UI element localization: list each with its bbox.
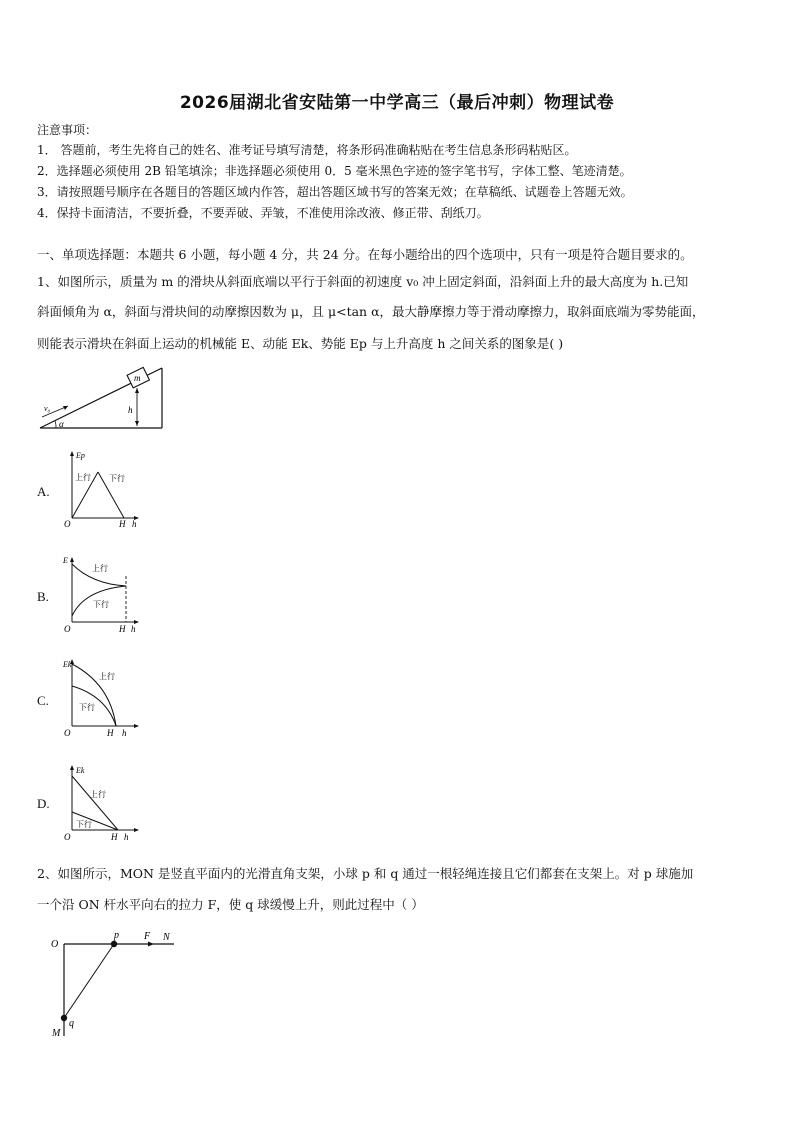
up-label: 上行: [99, 672, 115, 681]
option-c-graph[interactable]: [62, 656, 142, 740]
section-heading: 一、单项选择题：本题共 6 小题，每小题 4 分，共 24 分。在每小题给出的四个选项中，只有一项是符合题目要求的。: [37, 247, 693, 262]
alpha-label: α: [59, 419, 64, 429]
point-o-label: O: [51, 939, 59, 950]
up-label: 上行: [90, 790, 106, 799]
point-n-label: N: [163, 932, 170, 943]
option-d-label[interactable]: D.: [37, 796, 50, 811]
h-max-label: H: [107, 728, 114, 738]
x-axis-label: h: [131, 624, 136, 634]
h-max-label: H: [111, 832, 118, 842]
point-m-label: M: [52, 1028, 61, 1039]
force-f-label: F: [144, 931, 151, 942]
option-c-label[interactable]: C.: [37, 693, 49, 708]
down-label: 下行: [79, 703, 95, 712]
v0-label: v₀: [44, 404, 51, 413]
ball-q-label: q: [69, 1018, 74, 1029]
y-axis-label: E: [63, 556, 68, 565]
page-title: 2026届湖北省安陆第一中学高三（最后冲刺）物理试卷: [179, 93, 615, 113]
down-label: 下行: [109, 474, 125, 483]
origin-label: O: [64, 624, 71, 634]
notice-item-1: 1． 答题前，考生先将自己的姓名、准考证号填写清楚，将条形码准确粘贴在考生信息条形码粘贴区。: [37, 143, 577, 157]
notice-item-3: 3．请按照题号顺序在各题目的答题区域内作答，超出答题区域书写的答案无效；在草稿纸、试题卷上答题无效。: [37, 185, 633, 199]
down-label: 下行: [76, 820, 92, 829]
x-axis-label: h: [132, 519, 137, 528]
q2-line-1: 2、如图所示，MON 是竖直平面内的光滑直角支架，小球 p 和 q 通过一根轻绳连接且它们都套在支架上。对 p 球施加: [37, 866, 694, 881]
notice-item-4: 4．保持卡面清洁，不要折叠，不要弄破、弄皱，不准使用涂改液、修正带、刮纸刀。: [37, 206, 489, 220]
h-max-label: H: [119, 519, 126, 528]
q1-line-2: 斜面倾角为 α，斜面与滑块间的动摩擦因数为 μ，且 μ<tan α，最大静摩擦力等于滑动摩擦力，取斜面底端为零势能面，: [37, 304, 705, 319]
y-axis-label: Ek: [76, 766, 85, 775]
q2-line-2: 一个沿 ON 杆水平向右的拉力 F，使 q 球缓慢上升，则此过程中（ ）: [37, 897, 424, 912]
y-axis-label: Ep: [76, 451, 85, 460]
x-axis-label: h: [122, 728, 127, 738]
up-label: 上行: [92, 564, 108, 573]
up-label: 上行: [75, 473, 91, 482]
option-a-label[interactable]: A.: [37, 484, 50, 499]
x-axis-label: h: [124, 832, 129, 842]
option-b-graph[interactable]: [62, 554, 142, 636]
origin-label: O: [64, 519, 71, 528]
option-b-label[interactable]: B.: [37, 589, 49, 604]
height-label: h: [128, 405, 133, 415]
h-max-label: H: [119, 624, 126, 634]
ball-p-label: p: [114, 930, 119, 941]
notice-heading: 注意事项：: [37, 123, 98, 137]
mass-label: m: [134, 373, 141, 383]
origin-label: O: [64, 728, 71, 738]
q1-line-1: 1、如图所示，质量为 m 的滑块从斜面底端以平行于斜面的初速度 v₀ 冲上固定斜面，沿斜面上升的最大高度为 h.已知: [37, 274, 689, 289]
incline-figure: [36, 362, 168, 434]
option-d-graph[interactable]: [62, 762, 142, 846]
q1-line-3: 则能表示滑块在斜面上运动的机械能 E、动能 Ek、势能 Ep 与上升高度 h 之间关系的图象是( ): [37, 336, 564, 351]
bracket-figure: [46, 928, 186, 1042]
y-axis-label: Ek: [63, 660, 72, 669]
down-label: 下行: [93, 600, 109, 609]
notice-item-2: 2．选择题必须使用 2B 铅笔填涂；非选择题必须使用 0．5 毫米黑色字迹的签字笔书写，字体工整、笔迹清楚。: [37, 164, 632, 178]
option-a-graph[interactable]: [62, 448, 142, 528]
origin-label: O: [64, 832, 71, 842]
